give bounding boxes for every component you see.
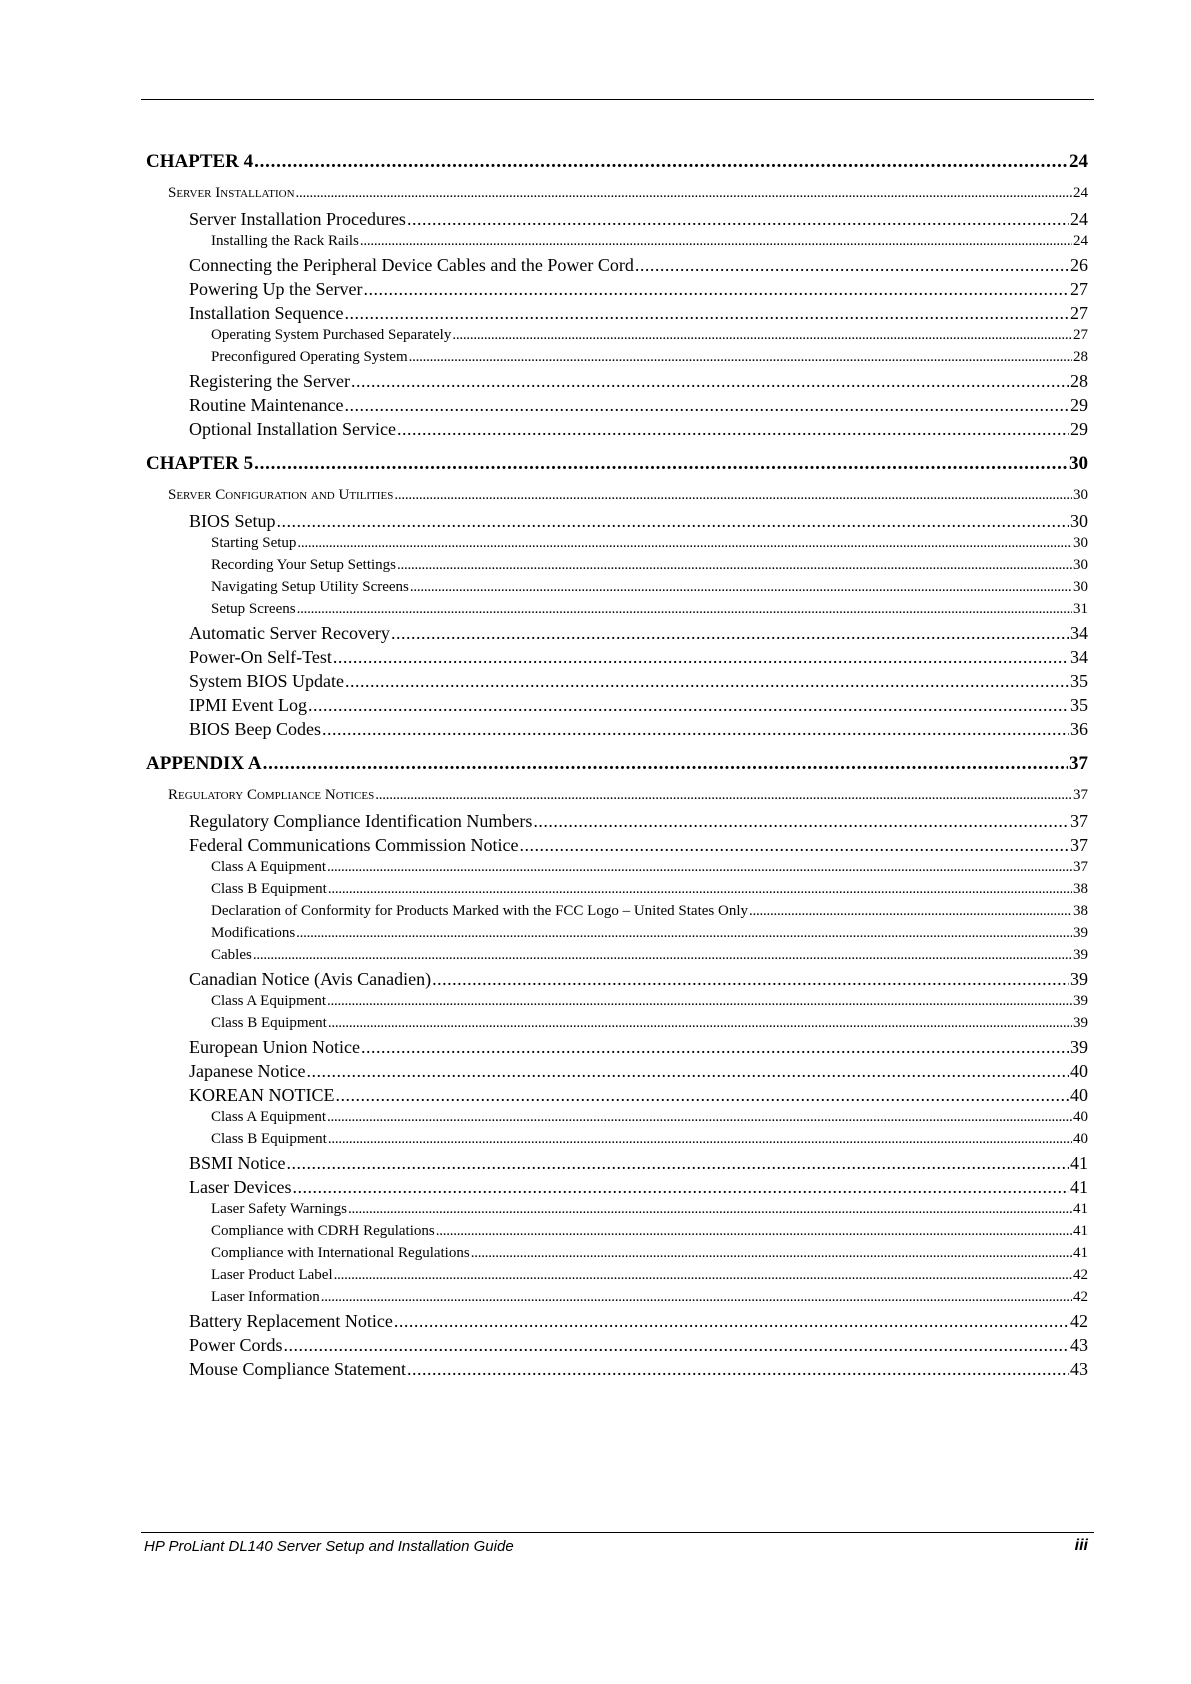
toc-entry-title: Laser Safety Warnings [211, 1201, 347, 1217]
toc-dot-leader [375, 787, 1072, 804]
toc-dot-leader [407, 209, 1069, 230]
toc-dot-leader [361, 1037, 1069, 1058]
footer-title: HP ProLiant DL140 Server Setup and Installation Guide [144, 1538, 514, 1555]
toc-dot-leader [328, 881, 1072, 898]
toc-entry-title: Class B Equipment [211, 1131, 327, 1147]
toc-entry-page: 28 [1070, 371, 1088, 391]
toc-subsection-entry[interactable] [146, 671, 1088, 695]
toc-chapter-entry[interactable] [146, 753, 1088, 777]
toc-dot-leader [344, 395, 1069, 416]
toc-entry-page: 39 [1073, 993, 1088, 1009]
toc-entry-page: 30 [1073, 557, 1088, 573]
toc-dot-leader [296, 185, 1072, 202]
toc-entry-title: Class B Equipment [211, 881, 327, 897]
toc-subsubsection-entry[interactable] [146, 925, 1088, 947]
toc-entry-title: Recording Your Setup Settings [211, 557, 397, 573]
toc-subsection-entry[interactable] [146, 623, 1088, 647]
toc-entry-title: Installing the Rack Rails [211, 233, 359, 249]
toc-subsubsection-entry[interactable] [146, 1223, 1088, 1245]
toc-entry-page: 27 [1070, 279, 1088, 299]
toc-dot-leader [327, 1109, 1072, 1126]
toc-subsubsection-entry[interactable] [146, 947, 1088, 969]
header-rule [141, 99, 1094, 100]
toc-entry-page: 40 [1070, 1061, 1088, 1081]
toc-entry-page: 39 [1073, 947, 1088, 963]
toc-subsection-entry[interactable] [146, 1061, 1088, 1085]
toc-dot-leader [297, 535, 1072, 552]
toc-dot-leader [344, 303, 1069, 324]
toc-subsubsection-entry[interactable] [146, 993, 1088, 1015]
toc-entry-page: 37 [1069, 753, 1088, 774]
toc-dot-leader [263, 753, 1068, 775]
toc-entry-page: 40 [1070, 1085, 1088, 1105]
toc-dot-leader [519, 835, 1069, 856]
toc-entry-title: Modifications [211, 925, 296, 941]
toc-dot-leader [328, 1131, 1072, 1148]
toc-entry-title: BIOS Setup [189, 511, 276, 531]
toc-entry-title: Automatic Server Recovery [189, 623, 390, 643]
toc-entry-title: Power Cords [189, 1335, 283, 1355]
toc-entry-page: 39 [1070, 969, 1088, 989]
toc-entry-page: 34 [1070, 647, 1088, 667]
toc-subsubsection-entry[interactable] [146, 1109, 1088, 1131]
toc-subsubsection-entry[interactable] [146, 903, 1088, 925]
toc-subsubsection-entry[interactable] [146, 1267, 1088, 1289]
toc-entry-title: European Union Notice [189, 1037, 360, 1057]
toc-dot-leader [296, 925, 1072, 942]
toc-dot-leader [336, 1085, 1070, 1106]
toc-entry-title: Installation Sequence [189, 303, 344, 323]
toc-subsection-entry[interactable] [146, 511, 1088, 535]
toc-dot-leader [397, 419, 1069, 440]
toc-dot-leader [351, 371, 1069, 392]
toc-entry-page: 37 [1073, 787, 1088, 803]
toc-entry-page: 24 [1069, 151, 1088, 172]
toc-dot-leader [363, 279, 1069, 300]
toc-entry-page: 36 [1070, 719, 1088, 739]
toc-subsection-entry[interactable] [146, 811, 1088, 835]
toc-section-entry[interactable] [146, 185, 1088, 209]
toc-entry-page: 30 [1069, 453, 1088, 474]
toc-dot-leader [635, 255, 1069, 276]
toc-entry-page: 37 [1070, 811, 1088, 831]
toc-dot-leader [409, 349, 1072, 366]
toc-entry-title: Server Installation Procedures [189, 209, 406, 229]
toc-subsection-entry[interactable] [146, 1153, 1088, 1177]
toc-entry-title: Class B Equipment [211, 1015, 327, 1031]
toc-subsection-entry[interactable] [146, 1359, 1088, 1383]
toc-subsection-entry[interactable] [146, 419, 1088, 443]
toc-dot-leader [410, 579, 1072, 596]
toc-subsubsection-entry[interactable] [146, 1015, 1088, 1037]
toc-subsection-entry[interactable] [146, 969, 1088, 993]
toc-entry-page: 29 [1070, 419, 1088, 439]
toc-dot-leader [277, 511, 1069, 532]
toc-entry-page: 41 [1070, 1177, 1088, 1197]
toc-subsection-entry[interactable] [146, 1085, 1088, 1109]
toc-dot-leader [333, 647, 1069, 668]
toc-dot-leader [334, 1267, 1072, 1284]
toc-dot-leader [391, 623, 1069, 644]
toc-subsubsection-entry[interactable] [146, 557, 1088, 579]
toc-entry-title: Cables [211, 947, 252, 963]
toc-subsubsection-entry[interactable] [146, 601, 1088, 623]
toc-entry-title: Laser Product Label [211, 1267, 333, 1283]
toc-subsection-entry[interactable] [146, 209, 1088, 233]
toc-dot-leader [306, 1061, 1069, 1082]
toc-entry-page: 41 [1073, 1223, 1088, 1239]
toc-entry-page: 24 [1073, 233, 1088, 249]
toc-dot-leader [327, 993, 1072, 1010]
toc-dot-leader [360, 233, 1072, 250]
toc-entry-title: Optional Installation Service [189, 419, 396, 439]
toc-dot-leader [452, 327, 1072, 344]
toc-subsection-entry[interactable] [146, 1335, 1088, 1359]
toc-subsection-entry[interactable] [146, 835, 1088, 859]
toc-subsubsection-entry[interactable] [146, 1131, 1088, 1153]
toc-entry-title: Preconfigured Operating System [211, 349, 408, 365]
toc-entry-page: 40 [1073, 1109, 1088, 1125]
toc-entry-title: Class A Equipment [211, 859, 327, 875]
toc-entry-title: System BIOS Update [189, 671, 344, 691]
toc-dot-leader [321, 1289, 1072, 1306]
toc-entry-title: Japanese Notice [189, 1061, 306, 1081]
toc-entry-page: 30 [1070, 511, 1088, 531]
toc-entry-title: Canadian Notice (Avis Canadien) [189, 969, 432, 989]
toc-entry-title: Regulatory Compliance Notices [168, 787, 375, 803]
toc-entry-title: Power-On Self-Test [189, 647, 332, 667]
toc-entry-title: Setup Screens [211, 601, 296, 617]
toc-entry-title: Compliance with International Regulations [211, 1245, 470, 1261]
toc-subsubsection-entry[interactable] [146, 1201, 1088, 1223]
footer-rule [141, 1532, 1094, 1533]
toc-subsubsection-entry[interactable] [146, 535, 1088, 557]
toc-dot-leader [345, 671, 1069, 692]
toc-entry-title: Routine Maintenance [189, 395, 344, 415]
toc-entry-page: 39 [1073, 925, 1088, 941]
toc-dot-leader [394, 487, 1072, 504]
toc-dot-leader [327, 859, 1072, 876]
toc-entry-title: Navigating Setup Utility Screens [211, 579, 409, 595]
toc-entry-page: 42 [1073, 1289, 1088, 1305]
toc-entry-title: Federal Communications Commission Notice [189, 835, 519, 855]
toc-entry-title: Declaration of Conformity for Products Marked with the FCC Logo – United States Only [211, 903, 749, 919]
toc-dot-leader [253, 947, 1072, 964]
toc-entry-title: KOREAN NOTICE [189, 1085, 335, 1105]
toc-dot-leader [328, 1015, 1072, 1032]
toc-subsection-entry[interactable] [146, 395, 1088, 419]
toc-entry-page: 42 [1073, 1267, 1088, 1283]
toc-entry-page: 43 [1070, 1335, 1088, 1355]
toc-entry-title: Connecting the Peripheral Device Cables and the Power Cord [189, 255, 634, 275]
toc-dot-leader [749, 903, 1072, 920]
toc-entry-page: 39 [1073, 1015, 1088, 1031]
toc-entry-title: Laser Devices [189, 1177, 292, 1197]
toc-dot-leader [292, 1177, 1069, 1198]
toc-entry-title: CHAPTER 4 [146, 151, 254, 172]
toc-entry-title: Battery Replacement Notice [189, 1311, 393, 1331]
toc-dot-leader [254, 453, 1068, 475]
toc-entry-page: 35 [1070, 695, 1088, 715]
toc-entry-page: 29 [1070, 395, 1088, 415]
toc-subsubsection-entry[interactable] [146, 579, 1088, 601]
toc-entry-page: 34 [1070, 623, 1088, 643]
toc-entry-title: Class A Equipment [211, 993, 327, 1009]
toc-entry-page: 31 [1073, 601, 1088, 617]
toc-section-entry[interactable] [146, 787, 1088, 811]
toc-entry-page: 27 [1073, 327, 1088, 343]
toc-entry-page: 24 [1073, 185, 1088, 201]
toc-dot-leader [297, 601, 1072, 618]
toc-entry-page: 30 [1073, 579, 1088, 595]
toc-entry-title: Server Installation [168, 185, 295, 201]
toc-entry-page: 24 [1070, 209, 1088, 229]
toc-section-entry[interactable] [146, 487, 1088, 511]
toc-dot-leader [394, 1311, 1069, 1332]
toc-dot-leader [322, 719, 1069, 740]
toc-dot-leader [432, 969, 1069, 990]
toc-entry-page: 41 [1070, 1153, 1088, 1173]
toc-subsection-entry[interactable] [146, 371, 1088, 395]
toc-entry-page: 30 [1073, 487, 1088, 503]
toc-entry-title: Class A Equipment [211, 1109, 327, 1125]
toc-subsubsection-entry[interactable] [146, 859, 1088, 881]
toc-dot-leader [284, 1335, 1070, 1356]
toc-entry-title: Starting Setup [211, 535, 297, 551]
toc-subsection-entry[interactable] [146, 255, 1088, 279]
toc-subsection-entry[interactable] [146, 1177, 1088, 1201]
toc-subsection-entry[interactable] [146, 1037, 1088, 1061]
toc-entry-page: 41 [1073, 1245, 1088, 1261]
toc-entry-page: 28 [1073, 349, 1088, 365]
toc-chapter-entry[interactable] [146, 151, 1088, 175]
toc-dot-leader [407, 1359, 1069, 1380]
toc-entry-title: IPMI Event Log [189, 695, 307, 715]
toc-subsection-entry[interactable] [146, 719, 1088, 743]
toc-entry-page: 26 [1070, 255, 1088, 275]
toc-subsection-entry[interactable] [146, 279, 1088, 303]
toc-subsubsection-entry[interactable] [146, 1289, 1088, 1311]
toc-dot-leader [308, 695, 1069, 716]
toc-dot-leader [397, 557, 1072, 574]
toc-dot-leader [533, 811, 1069, 832]
toc-dot-leader [436, 1223, 1072, 1240]
toc-entry-page: 41 [1073, 1201, 1088, 1217]
toc-chapter-entry[interactable] [146, 453, 1088, 477]
toc-subsection-entry[interactable] [146, 1311, 1088, 1335]
toc-entry-page: 37 [1070, 835, 1088, 855]
toc-entry-page: 39 [1070, 1037, 1088, 1057]
toc-entry-page: 30 [1073, 535, 1088, 551]
toc-entry-page: 27 [1070, 303, 1088, 323]
toc-subsubsection-entry[interactable] [146, 881, 1088, 903]
toc-dot-leader [471, 1245, 1072, 1262]
toc-subsection-entry[interactable] [146, 647, 1088, 671]
toc-entry-page: 38 [1073, 903, 1088, 919]
toc-entry-title: Server Configuration and Utilities [168, 487, 394, 503]
toc-entry-title: Compliance with CDRH Regulations [211, 1223, 435, 1239]
toc-entry-title: Regulatory Compliance Identification Numbers [189, 811, 533, 831]
toc-entry-title: Mouse Compliance Statement [189, 1359, 406, 1379]
toc-entry-title: CHAPTER 5 [146, 453, 254, 474]
toc-entry-page: 42 [1070, 1311, 1088, 1331]
toc-entry-title: Powering Up the Server [189, 279, 363, 299]
toc-entry-page: 43 [1070, 1359, 1088, 1379]
toc-subsubsection-entry[interactable] [146, 233, 1088, 255]
toc-subsubsection-entry[interactable] [146, 1245, 1088, 1267]
toc-subsubsection-entry[interactable] [146, 327, 1088, 349]
toc-entry-page: 35 [1070, 671, 1088, 691]
toc-entry-title: APPENDIX A [146, 753, 262, 774]
toc-entry-title: BSMI Notice [189, 1153, 286, 1173]
table-of-contents [146, 151, 1088, 1383]
toc-dot-leader [348, 1201, 1072, 1218]
toc-subsection-entry[interactable] [146, 303, 1088, 327]
toc-subsubsection-entry[interactable] [146, 349, 1088, 371]
toc-entry-title: BIOS Beep Codes [189, 719, 321, 739]
toc-subsection-entry[interactable] [146, 695, 1088, 719]
toc-entry-title: Laser Information [211, 1289, 320, 1305]
toc-entry-page: 40 [1073, 1131, 1088, 1147]
toc-entry-page: 38 [1073, 881, 1088, 897]
toc-entry-title: Registering the Server [189, 371, 350, 391]
toc-entry-title: Operating System Purchased Separately [211, 327, 452, 343]
toc-entry-page: 37 [1073, 859, 1088, 875]
footer-page-number: iii [1074, 1537, 1088, 1554]
toc-dot-leader [254, 151, 1068, 173]
toc-dot-leader [287, 1153, 1070, 1174]
